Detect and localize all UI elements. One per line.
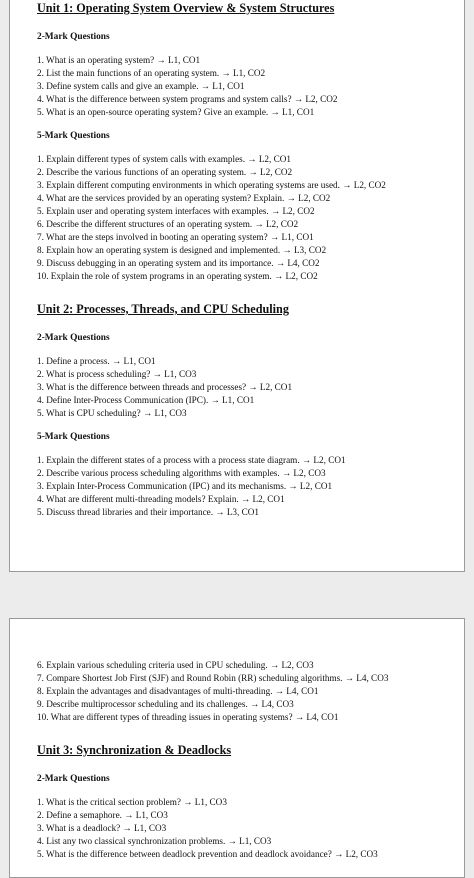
question-item: 4. What are different multi-threading models? Explain. → L2, CO1 (37, 494, 285, 504)
question-item: 4. List any two classical synchronization problems. → L1, CO3 (37, 836, 272, 846)
question-item: 7. What are the steps involved in booting an operating system? → L1, CO1 (37, 232, 314, 242)
unit-3-2mark-list (37, 796, 458, 861)
unit-3-2mark-heading: 2-Mark Questions (37, 774, 110, 784)
unit-2-5mark-list-continued (37, 659, 458, 724)
question-item: 4. What are the services provided by an operating system? Explain. → L2, CO2 (37, 193, 331, 203)
unit-2-2mark-list (37, 355, 458, 420)
question-item: 3. What is a deadlock? → L1, CO3 (37, 823, 167, 833)
unit-1-2mark-heading: 2-Mark Questions (37, 32, 110, 42)
unit-2-2mark-heading: 2-Mark Questions (37, 333, 110, 343)
question-item: 1. What is an operating system? → L1, CO1 (37, 55, 201, 65)
question-item: 6. Explain various scheduling criteria used in CPU scheduling. → L2, CO3 (37, 660, 314, 670)
document-page-1 (9, 0, 465, 572)
question-item: 3. Define system calls and give an example. → L1, CO1 (37, 81, 245, 91)
question-item: 9. Describe multiprocessor scheduling and its challenges. → L4, CO3 (37, 699, 294, 709)
unit-1-2mark-list (37, 54, 458, 119)
question-item: 3. Explain different computing environments in which operating systems are used. → L2, CO2 (37, 180, 386, 190)
page-1-content (37, 1, 458, 530)
question-item: 2. Define a semaphore. → L1, CO3 (37, 810, 168, 820)
question-item: 5. Discuss thread libraries and their importance. → L3, CO1 (37, 507, 259, 517)
unit-1-5mark-list (37, 153, 458, 283)
question-item: 2. List the main functions of an operating system. → L1, CO2 (37, 68, 266, 78)
question-item: 1. What is the critical section problem? → L1, CO3 (37, 797, 227, 807)
question-item: 8. Explain how an operating system is designed and implemented. → L3, CO2 (37, 245, 327, 255)
question-item: 1. Define a process. → L1, CO1 (37, 356, 156, 366)
question-item: 5. What is an open-source operating system? Give an example. → L1, CO1 (37, 107, 315, 117)
question-item: 1. Explain the different states of a process with a process state diagram. → L2, CO1 (37, 455, 346, 465)
question-item: 3. What is the difference between threads and processes? → L2, CO1 (37, 382, 293, 392)
question-item: 2. Describe the various functions of an operating system. → L2, CO2 (37, 167, 293, 177)
unit-3-title: Unit 3: Synchronization & Deadlocks (37, 743, 232, 757)
document-page-2 (9, 618, 465, 878)
unit-1-5mark-heading: 5-Mark Questions (37, 131, 110, 141)
question-item: 4. What is the difference between system programs and system calls? → L2, CO2 (37, 94, 338, 104)
question-item: 6. Describe the different structures of an operating system. → L2, CO2 (37, 219, 299, 229)
question-item: 3. Explain Inter-Process Communication (IPC) and its mechanisms. → L2, CO1 (37, 481, 333, 491)
question-item: 1. Explain different types of system calls with examples. → L2, CO1 (37, 154, 291, 164)
question-item: 8. Explain the advantages and disadvantages of multi-threading. → L4, CO1 (37, 686, 319, 696)
question-item: 5. What is CPU scheduling? → L1, CO3 (37, 408, 187, 418)
question-item: 5. What is the difference between deadlock prevention and deadlock avoidance? → L2, CO3 (37, 849, 378, 859)
question-item: 2. Describe various process scheduling algorithms with examples. → L2, CO3 (37, 468, 326, 478)
question-item: 10. What are different types of threading issues in operating systems? → L4, CO1 (37, 712, 339, 722)
question-item: 2. What is process scheduling? → L1, CO3 (37, 369, 197, 379)
question-item: 9. Discuss debugging in an operating system and its importance. → L4, CO2 (37, 258, 320, 268)
question-item: 4. Define Inter-Process Communication (IPC). → L1, CO1 (37, 395, 255, 405)
question-item: 7. Compare Shortest Job First (SJF) and Round Robin (RR) scheduling algorithms. → L4, CO3 (37, 673, 389, 683)
unit-2-title: Unit 2: Processes, Threads, and CPU Scheduling (37, 302, 289, 316)
question-item: 10. Explain the role of system programs in an operating system. → L2, CO2 (37, 271, 318, 281)
unit-2-5mark-list (37, 454, 458, 519)
unit-1-title: Unit 1: Operating System Overview & System Structures (37, 1, 335, 15)
unit-2-5mark-heading: 5-Mark Questions (37, 432, 110, 442)
page-2-content (37, 659, 458, 872)
question-item: 5. Explain user and operating system interfaces with examples. → L2, CO2 (37, 206, 315, 216)
